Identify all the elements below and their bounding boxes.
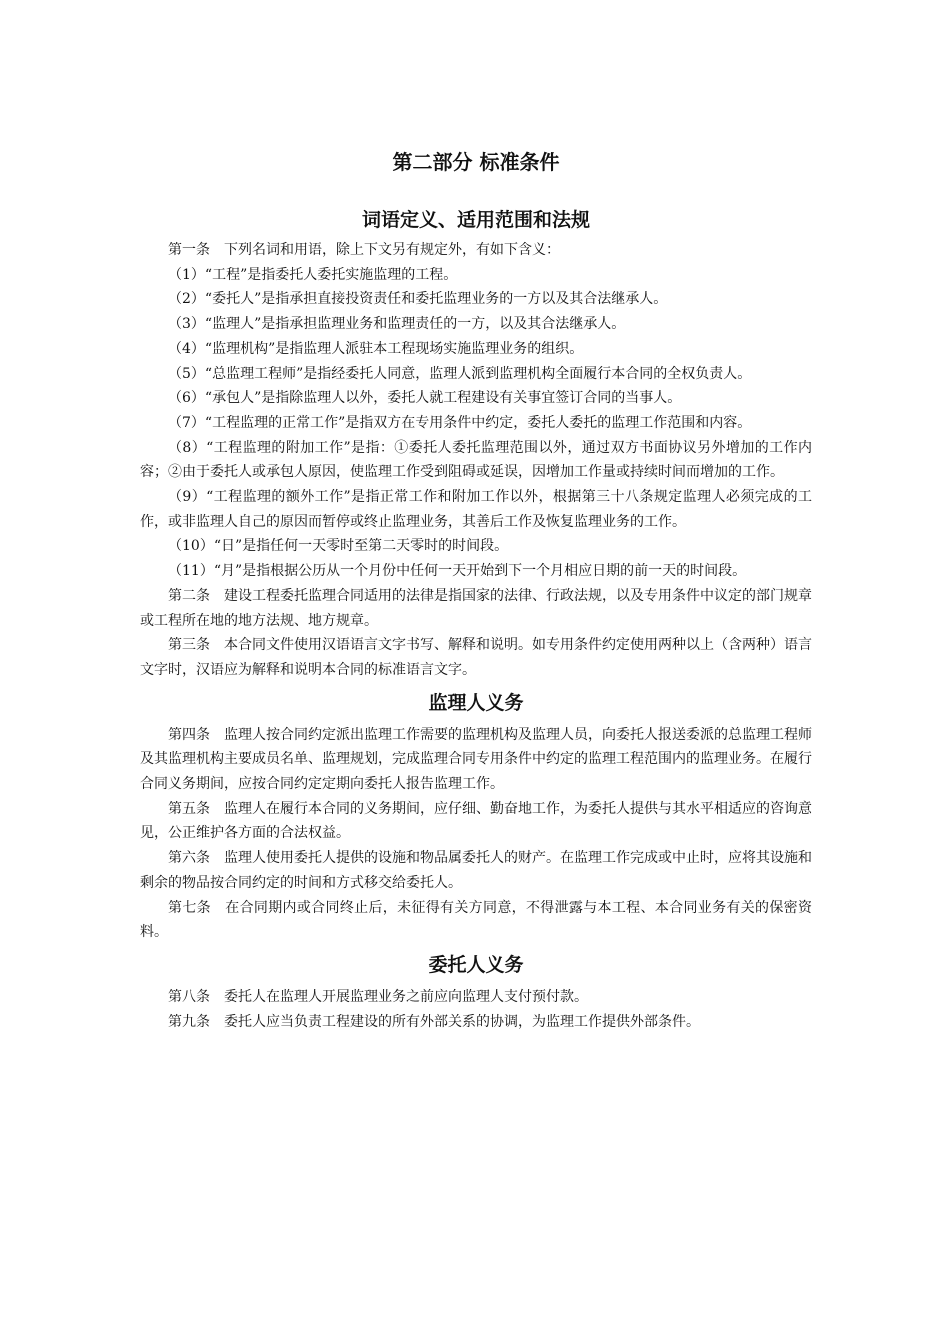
paragraph: （3）“监理人”是指承担监理业务和监理责任的一方，以及其合法继承人。 [168, 316, 626, 333]
section-heading: 委托人义务 [428, 953, 524, 976]
paragraph: （10）“日”是指任何一天零时至第二天零时的时间段。 [168, 538, 509, 555]
paragraph: 第八条 委托人在监理人开展监理业务之前应向监理人支付预付款。 [168, 988, 588, 1005]
part-title: 第二部分 标准条件 [392, 150, 560, 174]
paragraph: 第六条 监理人使用委托人提供的设施和物品属委托人的财产。在监理工作完成或中止时，应将其设施和剩余的物品按合同约定的时间和方式移交给委托人。 [140, 850, 812, 891]
paragraph: 第七条 在合同期内或合同终止后，未征得有关方同意，不得泄露与本工程、本合同业务有关的保密资料。 [140, 899, 812, 941]
section-heading: 词语定义、适用范围和法规 [361, 209, 590, 231]
paragraph: （1）“工程”是指委托人委托实施监理的工程。 [168, 266, 458, 283]
paragraph: 第九条 委托人应当负责工程建设的所有外部关系的协调，为监理工作提供外部条件。 [168, 1013, 700, 1030]
paragraph: 第二条 建设工程委托监理合同适用的法律是指国家的法律、行政法规，以及专用条件中议定的部门规章或工程所在地的地方法规、地方规章。 [140, 587, 812, 629]
section-definitions [140, 204, 812, 683]
paragraph: （6）“承包人”是指除监理人以外，委托人就工程建设有关事宜签订合同的当事人。 [168, 390, 682, 407]
paragraph: （8）“工程监理的附加工作”是指：①委托人委托监理范围以外，通过双方书面协议另外增加的工作内容；②由于委托人或承包人原因，使监理工作受到阻碍或延误，因增加工作量或持续时间而增加的工作。 [140, 439, 812, 481]
paragraph: （5）“总监理工程师”是指经委托人同意，监理人派到监理机构全面履行本合同的全权负责人。 [168, 365, 752, 382]
paragraph: （7）“工程监理的正常工作”是指双方在专用条件中约定，委托人委托的监理工作范围和内容。 [168, 414, 752, 431]
paragraph: （2）“委托人”是指承担直接投资责任和委托监理业务的一方以及其合法继承人。 [168, 291, 668, 308]
section-heading: 监理人义务 [428, 691, 524, 714]
document-body [140, 142, 812, 1034]
paragraph: （9）“工程监理的额外工作”是指正常工作和附加工作以外，根据第三十八条规定监理人必须完成的工作，或非监理人自己的原因而暂停或终止监理业务，其善后工作及恢复监理业务的工作。 [140, 489, 812, 530]
paragraph: （11）“月”是指根据公历从一个月份中任何一天开始到下一个月相应日期的前一天的时间段。 [168, 563, 747, 580]
paragraph: 第一条 下列名词和用语，除上下文另有规定外，有如下含义： [168, 242, 560, 258]
paragraph: 第五条 监理人在履行本合同的义务期间，应仔细、勤奋地工作，为委托人提供与其水平相适应的咨询意见，公正维护各方面的合法权益。 [140, 800, 812, 842]
paragraph: 第四条 监理人按合同约定派出监理工作需要的监理机构及监理人员，向委托人报送委派的总监理工程师及其监理机构主要成员名单、监理规划，完成监理合同专用条件中约定的监理工程范围内的监理业务。在履行合同义务期间，应按合同约定定期向委托人报告监理工作。 [140, 726, 812, 793]
paragraph: （4）“监理机构”是指监理人派驻本工程现场实施监理业务的组织。 [168, 340, 584, 357]
section-supervisor-obligations [140, 687, 812, 945]
paragraph: 第三条 本合同文件使用汉语语言文字书写、解释和说明。如专用条件约定使用两种以上（含两种）语言文字时，汉语应为解释和说明本合同的标准语言文字。 [140, 637, 812, 678]
section-client-obligations [140, 949, 812, 1034]
